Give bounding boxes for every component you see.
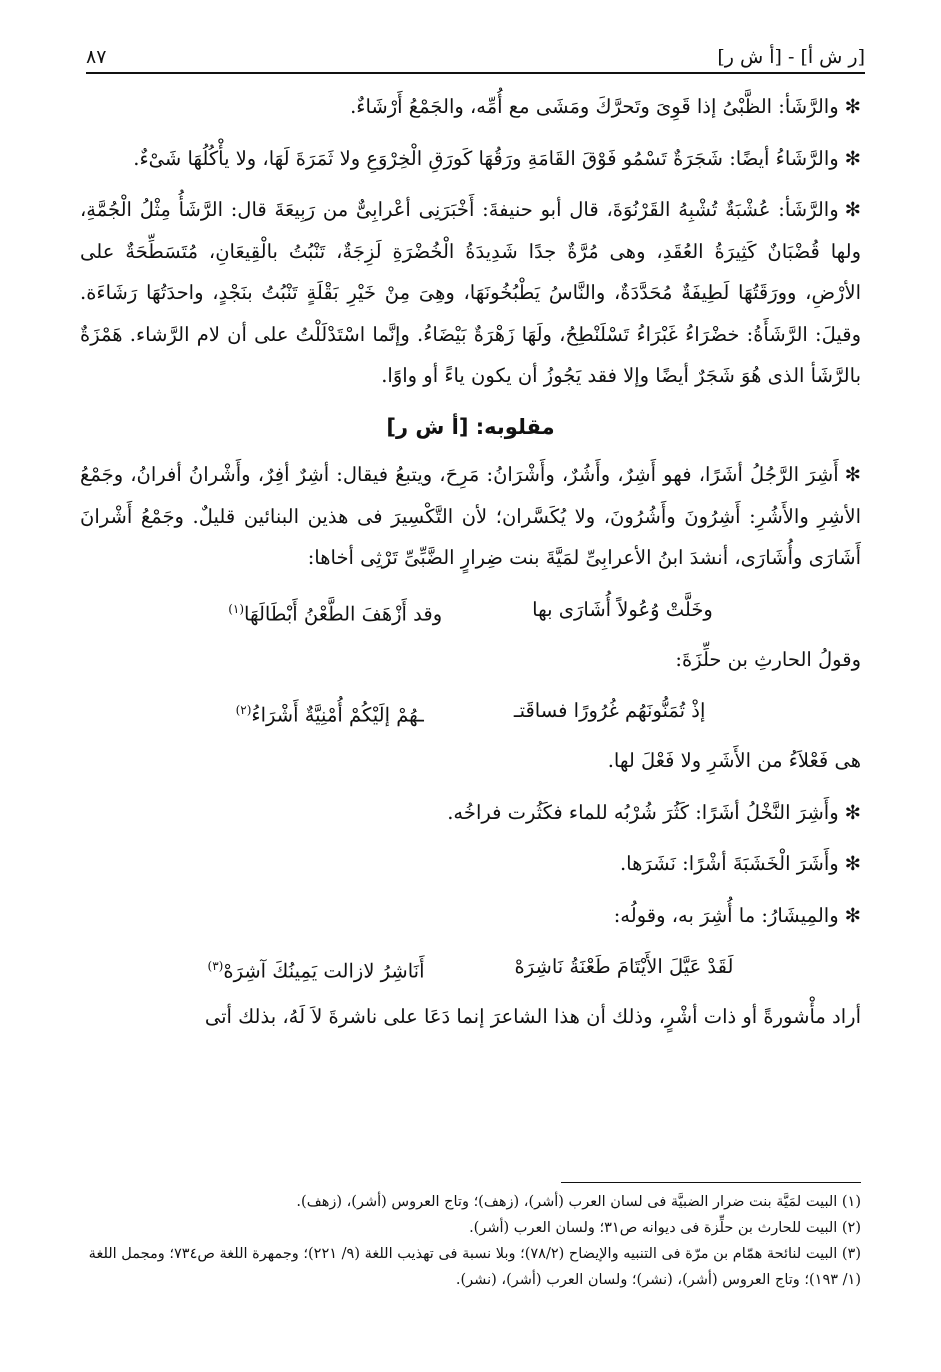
star-mark-icon: ✻ [844, 903, 861, 927]
footnote-item: (٣) البيت لنائحة همّام بن مرّة فى التنبيه والإيضاح (٧٨/٢)؛ وبلا نسبة فى تهذيب اللغة (٩/ ٢٢١)؛ وجمهرة اللغة ص٧٣٤؛ ومجمل اللغة (١/ ١٩٣)؛ وتاج العروس (أشر)، (نشر)؛ ولسان العرب (أشر)، (نشر). [88, 1246, 861, 1288]
verse-hemistich-first: وخَلَّتْ وُعُولاً أُشَارَى بها [532, 597, 713, 621]
footnotes [80, 1182, 861, 1293]
star-mark-icon: ✻ [844, 463, 861, 486]
verse-hemistich-second: وقد أَزْهَفَ الطَّعْنُ أَبْطَالَهَا$^{(١)}$ [228, 601, 443, 625]
poetry-verse [80, 690, 861, 736]
footnote-divider [561, 1182, 861, 1183]
footnote-ref: (٢) [235, 703, 252, 717]
entry-paragraph: ✻والرَّشَأ: الظَّبْىُ إذا قَوِىَ وتَحرَّكَ ومَشَى مع أُمِّه، والجَمْعُ أَرْشَاءٌ. [350, 95, 861, 118]
entry-paragraph: ✻أَشِرَ الرَّجُلُ أشَرًا، فهو أَشِرٌ، وأَشُرٌ، وأَشْرَانُ: مَرِحَ، ويتبعُ فيقال: أشِرٌ أفِرٌ، وأَشْرانُ أفرانُ، وجَمْعُ الأشِرِ والأَشُرِ: أَشِرُونَ وأَشُرُونَ، ولا يُكَسَّران؛ لأن التَّكْسِيرَ فى هذين البنائين قليلٌ. وجَمْعُ أَشْرانَ أَشَارَى وأُشَارَى، أنشدَ ابنُ الأعرابِىِّ لمَيَّةَ بنت ضِرارٍ الضَّبِّىِّ تَرْثِى أخاها: [80, 463, 861, 569]
poetry-verse [80, 946, 861, 992]
entry-paragraph: ✻والرَّشَأ: عُشْبَةٌ تُشْبِهُ القَرْنُوَةَ، قال أبو حنيفةَ: أَخْبَرَنِى أعْرابِىٌّ من رَبِيعَةَ قال: الرَّشَأُ مِثْلُ الْجُمَّةِ، ولها قُضْبَانٌ كَثِيرَةُ العُقَدِ، وهى مُرَّةٌ جدًا شَدِيدَةُ الْخُضْرَةِ لَزِجَةٌ، تَنْبُتُ بالْقِيعَانِ، مُتَسَطِّحَةٌ على الأرْضِ، وورَقَتُهَا لَطِيفَةٌ مُحَدَّدَةٌ، والنَّاسُ يَطْبُخُونَهَا، وهِىَ مِنْ خَيْرِ بَقْلَةٍ تَنْبُتُ بنَجْدٍ، واحدَتُهَا رَشَاءَة. وقيلَ: الرَّشَأَةُ: خضْرَاءُ غَبْرَاءُ تَسْلَنْطِحُ، ولَهَا زَهْرَةٌ بَيْضَاءُ. وإنَّما اسْتَدْلَلْتُ على أن لام الرَّشاء. هَمْزَةٌ بالرَّشَأ الذى هُوَ شَجَرٌ أيضًا وإلا فقد يَجُوزُ أن يكون ياءً أو واوًا. [80, 198, 861, 387]
verse-hemistich-first: لَقَدْ عَيَّلَ الأَيْتَامَ طَعْنَةُ نَاشِرَهْ [514, 955, 734, 978]
text-line: هى فَعْلاَءُ من الأَشَرِ ولا فَعْلَ لها. [607, 749, 861, 772]
star-mark-icon: ✻ [844, 95, 861, 118]
entry-paragraph: ✻وأَشَرَ الْخَشَبَةَ أشْرًا: نَشَرَها. [619, 852, 861, 875]
main-text [80, 86, 861, 1048]
verse-hemistich-first: إذْ تُمَنُّونَهُم غُرُورًا فساقَتـ [513, 699, 706, 722]
star-mark-icon: ✻ [844, 198, 861, 221]
text-line: أراد مأْشورةً أو ذات أشْرٍ، وذلك أن هذا الشاعرَ إنما دَعَا على ناشرةَ لاَ لَهُ، بذلك أتى [204, 1005, 861, 1028]
page-header [86, 34, 865, 74]
entry-paragraph: ✻وأَشِرَ النَّخْلُ أشَرًا: كَثُرَ شُرْبُه للماء فكَثُرت فراخُه. [447, 800, 861, 824]
running-title: [ر ش أ] - [أ ش ر] [717, 46, 865, 68]
footnote-item: (١) البيت لمَيَّة بنت ضرار الضبيَّة فى لسان العرب (أشر)، (زهف)؛ وتاج العروس (أشر)، (زهف). [296, 1194, 861, 1210]
star-mark-icon: ✻ [844, 852, 861, 875]
verse-hemistich-second: ـهُمْ إلَيْكُمْ أُمْنِيَّةٌ أَشْرَاءُ$^{(٢)}$ [235, 703, 424, 727]
star-mark-icon: ✻ [844, 800, 861, 824]
text-line: وقولُ الحارثِ بن حلِّزَةَ: [675, 647, 861, 671]
verse-hemistich-second: أَنَاشِرُ لازالت يَمِينُكَ آشِرَهْ$^{(٣)}$ [207, 959, 425, 983]
entry-paragraph: ✻والرَّشَاءُ أيضًا: شَجَرَةٌ تَسْمُو فَوْقَ القَامَةِ ورَقُهَا كَورَقِ الْخِرْوَعِ ولا ثَمَرَةَ لَهَا، ولا يأْكُلُهَا شَىْءٌ. [133, 146, 861, 170]
footnote-item: (٢) البيت للحارث بن حلِّزة فى ديوانه ص٣١؛ ولسان العرب (أشر). [469, 1220, 861, 1236]
entry-paragraph: ✻والمِيشَارُ: ما أُشِرَ به، وقولُه: [613, 903, 861, 927]
star-mark-icon: ✻ [844, 146, 861, 170]
footnote-ref: (٣) [207, 959, 224, 973]
page-number: ٨٧ [86, 46, 107, 68]
section-title: مقلوبه: [أ ش ر] [386, 414, 555, 439]
footnote-ref: (١) [228, 601, 245, 616]
poetry-verse [80, 589, 861, 635]
